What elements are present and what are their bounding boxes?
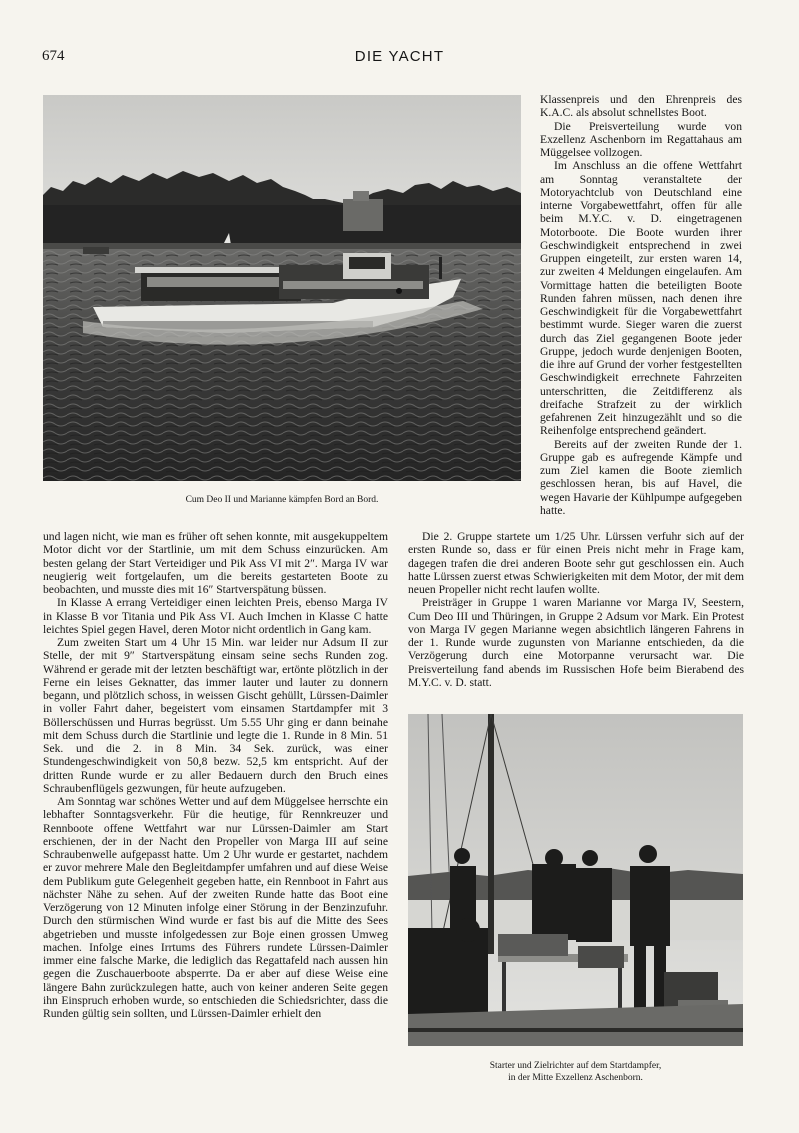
paragraph: Im Anschluss an die offene Wettfahrt am Sonntag veranstaltete der Motoryachtclub von Deutschland eine interne Vorgabewettfahrt, offen für alle beim M.Y.C. v. D. eingetragenen Motorboote. Die Boote wurden ihrer Geschwindigkeit entsprechend in zwei Gruppen eingeteilt, zur ersten waren 14, zur zweiten 4 Meldungen eingelaufen. Am Vormittage hatten die beteiligten Boote Runden fahren müssen, nach denen ihre Geschwindigkeit für die Vorgabewettfahrt bestimmt wurde. Sieger waren die zuerst durch das Ziel gegangenen Boote jeder Gruppe, jedoch wurde denjenigen Booten, die ihre auf Grund der vorher festgestellten Geschwindigkeit errechnete Fahrzeiten unterschritten, die Zeitdifferenz als dreifache Strafzeit zu der wirklich gefahrenen Zeit hinzugezählt und so die Reihenfolge entsprechend geändert. xyxy=(540,159,742,438)
photo-officials xyxy=(408,714,743,1046)
article-column-right-mid xyxy=(408,530,744,689)
running-title: DIE YACHT xyxy=(354,48,445,65)
paragraph: Zum zweiten Start um 4 Uhr 15 Min. war leider nur Adsum II zur Stelle, der mit 9″ Startverspätung einsam seine sechs Runden zog. Während er gerade mit der letzten beschäftigt war, ertönte plötzlich in der Ferne ein leises Geknatter, das immer lauter und lauter zu donnern begann, und plötzlich schoss, in weissen Gischt gehüllt, Lürssen-Daimler in voller Fahrt daher, begeistert vom einsamen Startdampfer mit 3 Böllerschüssen und Hurras begrüsst. Um 5.55 Uhr ging er dann beinahe mit dem Schuss durch die Startlinie und legte die 1. Runde in 8 Min. 51 Sek. und die 2. in 8 Min. 34 Sek. zurück, was einer Stundengeschwindigkeit von 50,8 bezw. 52,5 km entspricht. Auf der dritten Runde wurde er zu aller Bedauern durch den Bruch eines Schraubenflügels gezwungen, für heute aufzugeben. xyxy=(43,636,388,795)
photo-caption: Cum Deo II und Marianne kämpfen Bord an Bord. xyxy=(185,495,379,505)
paragraph: und lagen nicht, wie man es früher oft sehen konnte, mit ausgekuppeltem Motor dicht vor der Startlinie, um mit dem Schuss einzurücken. Am besten gelang der Start Verteidiger und Pik Ass VI mit 2″. Marga IV war neugierig weit fortgelaufen, um die bereits gestarteten Boote zu beobachten, und musste dies mit 16″ Startverspätung büssen. xyxy=(43,530,388,596)
paragraph: Bereits auf der zweiten Runde der 1. Gruppe gab es aufregende Kämpfe und zum Ziel kamen die Boote ziemlich geschlossen heran, bis auf Havel, die wegen Havarie der Kühlpumpe aufgegeben hatte. xyxy=(540,437,742,517)
caption-line: in der Mitte Exzellenz Aschenborn. xyxy=(508,1073,643,1083)
photo-motorboats xyxy=(43,95,521,481)
page-number: 674 xyxy=(42,48,65,64)
paragraph: Preisträger in Gruppe 1 waren Marianne vor Marga IV, Seestern, Cum Deo III und Thüringen, in Gruppe 2 Adsum vor Mark. Ein Protest von Marga IV gegen Marianne wegen absichtlich längeren Fahrens in der 1. Runde wurde zugunsten von Marianne entschieden, da die Verzögerung durch eine Motorpanne verursacht war. Die Preisverteilung fand abends im Russischen Hofe beim Bierabend des M.Y.C. v. D. statt. xyxy=(408,596,744,689)
article-column-left xyxy=(43,530,388,1020)
paragraph: Die Preisverteilung wurde von Exzellenz Aschenborn im Regattahaus am Müggelsee vollzogen. xyxy=(540,119,742,159)
article-column-right-top xyxy=(540,93,742,517)
photo-caption-officials xyxy=(408,1060,743,1084)
paragraph: Klassenpreis und den Ehrenpreis des K.A.C. als absolut schnellstes Boot. xyxy=(540,93,742,120)
caption-line: Starter und Zielrichter auf dem Startdampfer, xyxy=(489,1061,662,1071)
paragraph: Am Sonntag war schönes Wetter und auf dem Müggelsee herrschte ein lebhafter Sonntagsverkehr. Für die heutige, für Rennkreuzer und Rennboote offene Wettfahrt war nur Lürssen-Daimler am Start erschienen, der in der Nacht den Propeller von Marga III auf seine Schraubenwelle aufgepasst hatte. Um 2 Uhr wurde er gestartet, nachdem er zuvor mehrere Male den Begleitdampfer umfahren und auf diese Weise dem Publikum gute Gelegenheit gegeben hatte, ein Rennboot in Fahrt aus nächster Nähe zu sehen. Auf der zweiten Runde hatte das Boot eine Verzögerung von 12 Minuten infolge einer Störung in der Benzinzufuhr. Durch den stürmischen Wind wurde er fast bis auf die Mitte des Sees abgetrieben und musste infolgedessen zur Boje einen grossen Umweg machen. Infolge eines Irrtums des Führers rundete Lürssen-Daimler immer eine falsche Marke, die lediglich das Regattafeld nach aussen hin gegen die Zuschauerboote absperrte. Da er aber auf diese Weise eine längere Bahn zurückzulegen hatte, auch von keiner anderen Seite gegen ihn Einspruch erhoben wurde, so entschieden die Schiedsrichter, dass die Runden gültig sein sollten, und Lürssen-Daimler erhielt den xyxy=(43,795,388,1020)
paragraph: Die 2. Gruppe startete um 1/25 Uhr. Lürssen verfuhr sich auf der ersten Runde so, dass er für einen Preis nicht mehr in Frage kam, dagegen trafen die drei anderen Boote sehr gut geschlossen ein. Auch hatte Lürssen zuerst etwas Schwierigkeiten mit dem Motor, der mit dem neuen Propeller nicht recht laufen wollte. xyxy=(408,530,744,596)
paragraph: In Klasse A errang Verteidiger einen leichten Preis, ebenso Marga IV in Klasse B vor Titania und Pik Ass VI. Auch Imchen in Klasse C hatte leichtes Spiel gegen Havel, deren Motor nicht ordentlich in Gang kam. xyxy=(43,596,388,636)
